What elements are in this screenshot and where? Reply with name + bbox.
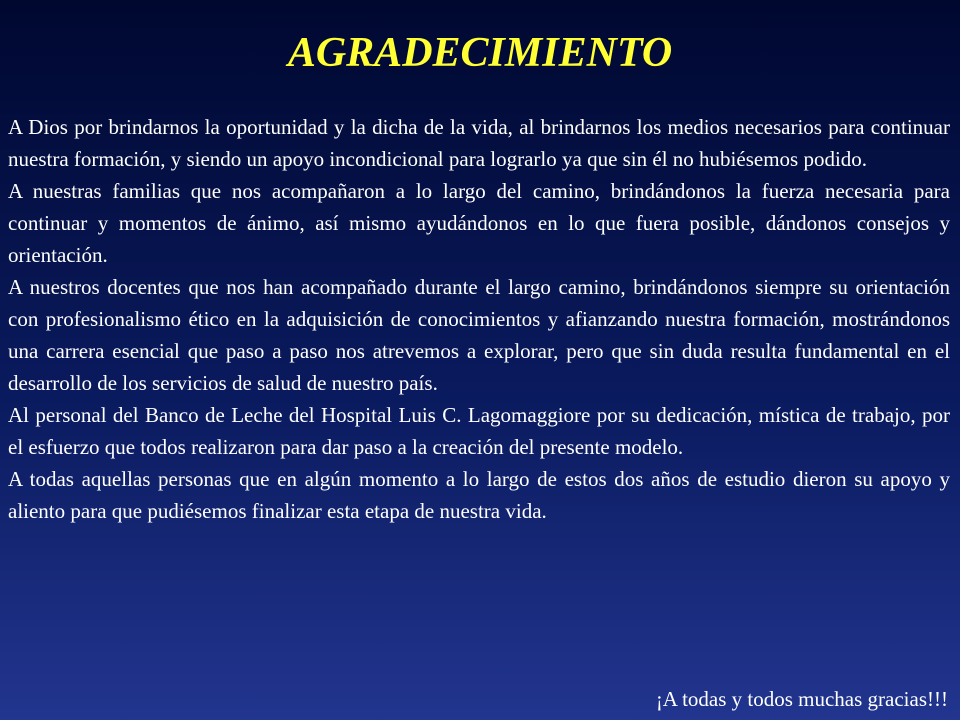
paragraph-god: A Dios por brindarnos la oportunidad y la dicha de la vida, al brindarnos los medios necesarios para continuar nuestra formación, y siendo un apoyo incondicional para lograrlo ya que sin él no hubiésemos podido. — [8, 115, 950, 171]
slide-title: AGRADECIMIENTO — [287, 30, 673, 76]
closing-thanks: ¡A todas y todos muchas gracias!!! — [655, 687, 948, 711]
paragraph-families: A nuestras familias que nos acompañaron a lo largo del camino, brindándonos la fuerza necesaria para continuar y momentos de ánimo, así mismo ayudándonos en lo que fuera posible, dándonos consejos y orientación. — [8, 179, 950, 267]
paragraph-milk-bank-staff: Al personal del Banco de Leche del Hospital Luis C. Lagomaggiore por su dedicación, mística de trabajo, por el esfuerzo que todos realizaron para dar paso a la creación del presente modelo. — [8, 403, 950, 459]
paragraph-teachers: A nuestros docentes que nos han acompañado durante el largo camino, brindándonos siempre su orientación con profesionalismo ético en la adquisición de conocimientos y afianzando nuestra formación, mostrándonos una carrera esencial que paso a paso nos atrevemos a explorar, pero que sin duda resulta fundamental en el desarrollo de los servicios de salud de nuestro país. — [8, 275, 950, 395]
paragraph-everyone: A todas aquellas personas que en algún momento a lo largo de estos dos años de estudio dieron su apoyo y aliento para que pudiésemos finalizar esta etapa de nuestra vida. — [8, 467, 950, 523]
acknowledgement-body — [8, 111, 950, 527]
